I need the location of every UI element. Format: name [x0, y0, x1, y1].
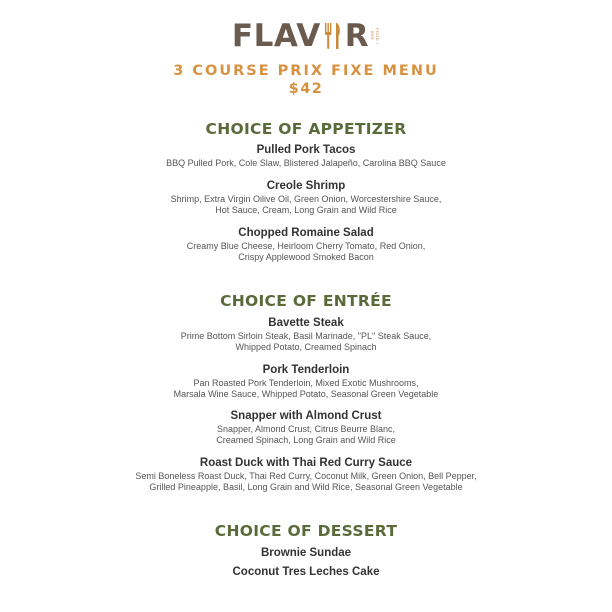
menu-item-name: Chopped Romaine Salad: [238, 227, 374, 239]
menu-item-description: Shrimp, Extra Virgin Oilive Oil, Green Onion, Worcestershire Sauce,: [170, 194, 442, 204]
menu-item-description: Whipped Potato, Creamed Spinach: [235, 342, 377, 352]
menu-price: $42: [288, 81, 324, 97]
appetizer-heading: CHOICE OF APPETIZER: [205, 120, 407, 138]
dessert-heading: CHOICE OF DESSERT: [214, 522, 398, 540]
menu-item-name: Snapper with Almond Crust: [230, 410, 382, 422]
logo-text-left: FLAV: [231, 18, 321, 54]
entree-heading: CHOICE OF ENTRÉE: [220, 292, 392, 310]
menu-item-description: Prime Bottom Sirloin Steak, Basil Marinade, "PL" Steak Sauce,: [180, 331, 432, 341]
menu-item-name: Pork Tenderloin: [262, 364, 350, 376]
menu-item-description: Marsala Wine Sauce, Whipped Potato, Seasonal Green Vegetable: [173, 389, 439, 399]
menu-item-name: Roast Duck with Thai Red Curry Sauce: [199, 457, 413, 469]
menu-item-description: Semi Boneless Roast Duck, Thai Red Curry, Coconut Milk, Green Onion, Bell Pepper,: [135, 471, 477, 481]
menu-item-description: Grilled Pineapple, Basil, Long Grain and Wild Rice, Seasonal Green Vegetable: [149, 482, 463, 492]
menu-item-name: Creole Shrimp: [266, 180, 346, 192]
menu-item-description: Crispy Applewood Smoked Bacon: [238, 252, 374, 262]
fork-knife-icon: [322, 21, 344, 51]
menu-item-description: BBQ Pulled Pork, Cole Slaw, Blistered Jalapeño, Carolina BBQ Sauce: [166, 158, 446, 168]
menu-item-description: Snapper, Almond Crust, Citrus Beurre Blanc,: [216, 424, 396, 434]
logo-text-right: R: [344, 18, 370, 54]
menu-item-description: Hot Sauce, Cream, Long Grain and Wild Rice: [215, 205, 397, 215]
menu-item-description: Creamed Spinach, Long Grain and Wild Rice: [216, 435, 396, 445]
menu-item-name: Bavette Steak: [268, 317, 344, 329]
menu-item-name: Pulled Pork Tacos: [256, 144, 356, 156]
logo-tagline: FOOD + BAR: [370, 27, 381, 45]
menu-title: 3 COURSE PRIX FIXE MENU: [173, 63, 439, 79]
menu-item-name: Coconut Tres Leches Cake: [232, 566, 380, 578]
flavor-logo: [0, 20, 612, 52]
menu-item-name: Brownie Sundae: [260, 547, 352, 559]
menu-item-description: Creamy Blue Cheese, Heirloom Cherry Tomato, Red Onion,: [186, 241, 426, 251]
menu-item-description: Pan Roasted Pork Tenderloin, Mixed Exotic Mushrooms,: [193, 378, 419, 388]
